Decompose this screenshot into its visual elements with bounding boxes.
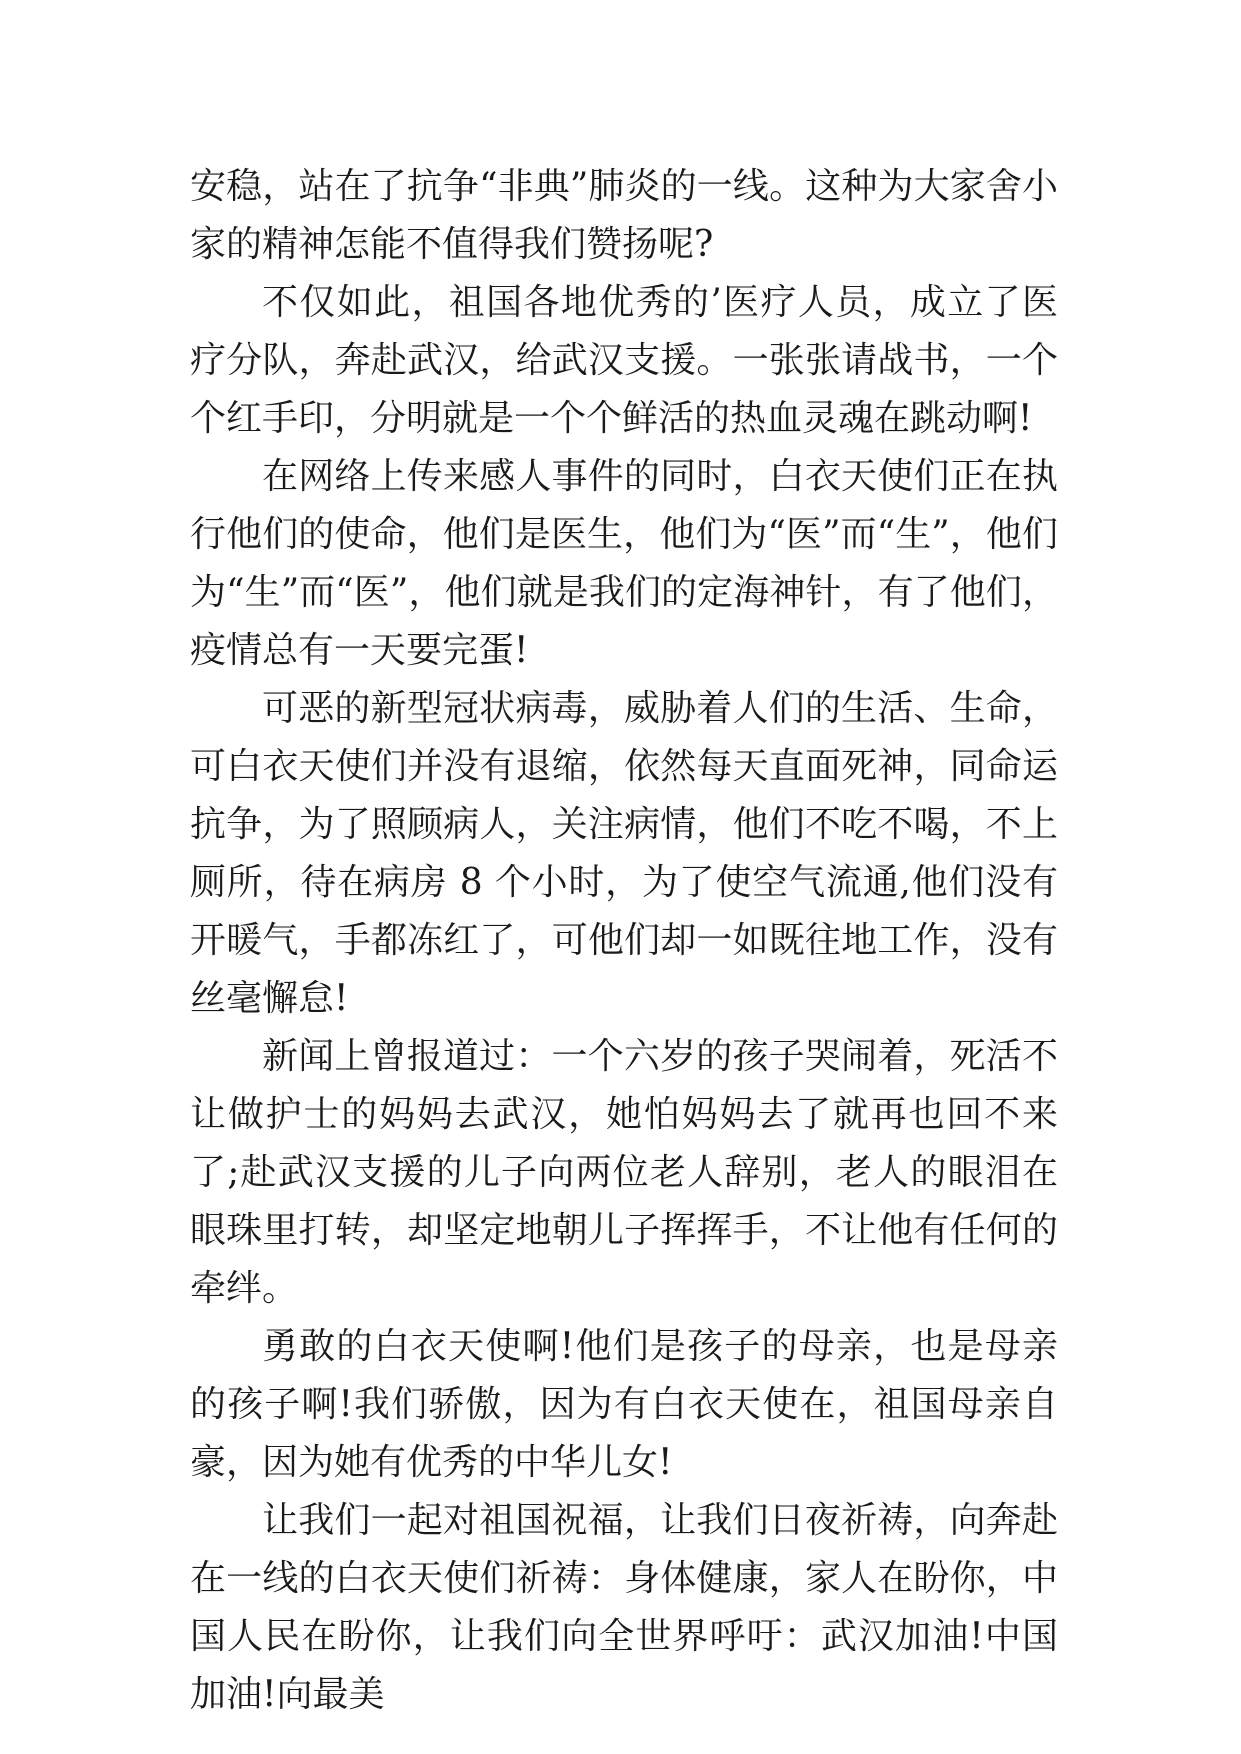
paragraph-4: 可恶的新型冠状病毒，威胁着人们的生活、生命，可白衣天使们并没有退缩，依然每天直面死神，同命运抗争，为了照顾病人，关注病情，他们不吃不喝，不上厕所，待在病房 8 个小时，为了使空气流通,他们没有开暖气，手都冻红了，可他们却一如既往地工作，没有丝毫懈怠! bbox=[190, 688, 1058, 1019]
paragraph-7: 让我们一起对祖国祝福，让我们日夜祈祷，向奔赴在一线的白衣天使们祈祷：身体健康，家人在盼你，中国人民在盼你，让我们向全世界呼吁：武汉加油!中国加油!向最美 bbox=[190, 1500, 1058, 1715]
document-body bbox=[190, 158, 1058, 1724]
paragraph-2: 不仅如此，祖国各地优秀的’医疗人员，成立了医疗分队，奔赴武汉，给武汉支援。一张张请战书，一个个红手印，分明就是一个个鲜活的热血灵魂在跳动啊! bbox=[190, 282, 1058, 439]
paragraph-6: 勇敢的白衣天使啊!他们是孩子的母亲，也是母亲的孩子啊!我们骄傲，因为有白衣天使在，祖国母亲自豪，因为她有优秀的中华儿女! bbox=[190, 1326, 1058, 1483]
paragraph-3: 在网络上传来感人事件的同时，白衣天使们正在执行他们的使命，他们是医生，他们为“医”而“生”，他们为“生”而“医”，他们就是我们的定海神针，有了他们，疫情总有一天要完蛋! bbox=[190, 456, 1058, 671]
paragraph-1: 安稳，站在了抗争“非典”肺炎的一线。这种为大家舍小家的精神怎能不值得我们赞扬呢? bbox=[190, 166, 1058, 265]
paragraph-5: 新闻上曾报道过：一个六岁的孩子哭闹着，死活不让做护士的妈妈去武汉，她怕妈妈去了就再也回不来了;赴武汉支援的儿子向两位老人辞别，老人的眼泪在眼珠里打转，却坚定地朝儿子挥挥手，不让他有任何的牵绊。 bbox=[190, 1036, 1058, 1309]
